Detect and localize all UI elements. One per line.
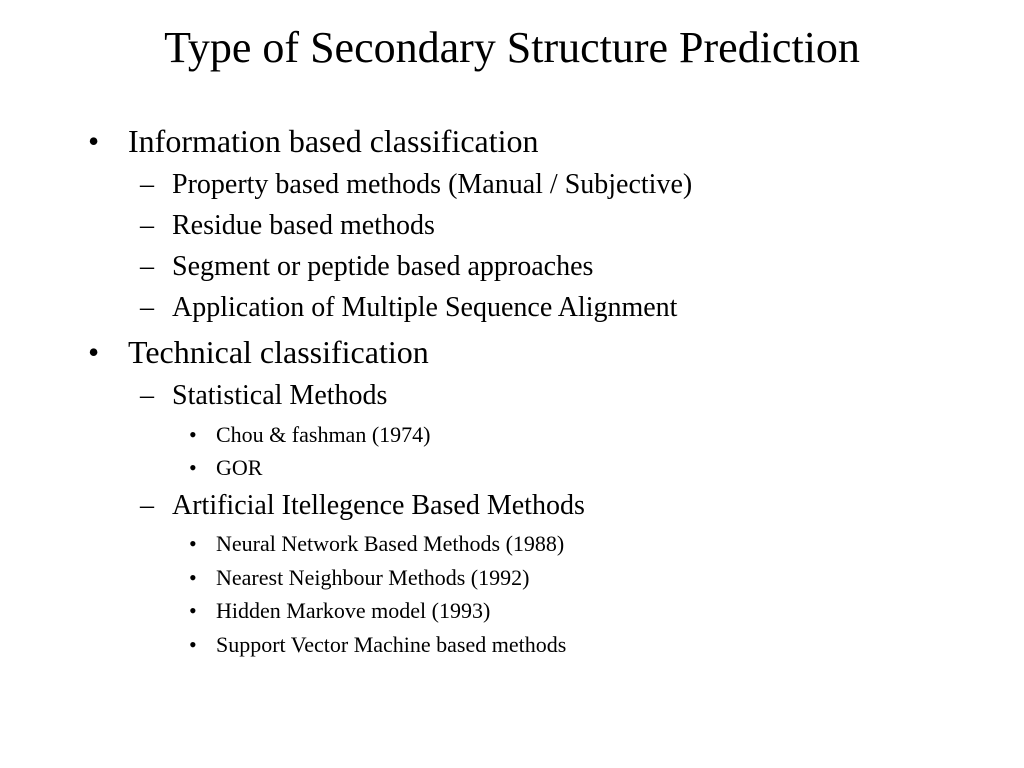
bullet-marker: • — [189, 565, 197, 590]
sub-bullet-label: Application of Multiple Sequence Alignment — [172, 292, 678, 323]
bullet-marker: • — [88, 334, 100, 370]
dash-marker: – — [140, 490, 154, 521]
bullet-label: Technical classification — [128, 334, 429, 370]
dash-marker: – — [140, 251, 154, 282]
bullet-marker: • — [189, 598, 197, 623]
dash-marker: – — [140, 292, 154, 323]
dash-marker: – — [140, 210, 154, 241]
sub-bullet-label: Artificial Itellegence Based Methods — [172, 490, 585, 521]
sub-sub-bullet-label: Support Vector Machine based methods — [216, 632, 567, 657]
dash-marker: – — [140, 380, 154, 411]
dash-marker: – — [140, 169, 154, 200]
sub-sub-bullet-label: Chou & fashman (1974) — [216, 422, 431, 447]
bullet-marker: • — [88, 123, 100, 159]
bullet-marker: • — [189, 422, 197, 447]
sub-sub-bullet-label: Nearest Neighbour Methods (1992) — [216, 565, 530, 590]
bullet-marker: • — [189, 531, 197, 556]
sub-sub-bullet-label: Hidden Markove model (1993) — [216, 598, 491, 623]
sub-bullet-label: Statistical Methods — [172, 380, 388, 411]
bullet-label: Information based classification — [128, 123, 539, 159]
sub-bullet-label: Residue based methods — [172, 210, 435, 241]
bullet-marker: • — [189, 455, 197, 480]
sub-bullet-label: Property based methods (Manual / Subjective) — [172, 169, 693, 200]
sub-bullet-label: Segment or peptide based approaches — [172, 251, 594, 282]
slide-title: Type of Secondary Structure Prediction — [164, 23, 860, 72]
sub-sub-bullet-label: Neural Network Based Methods (1988) — [216, 531, 565, 556]
sub-sub-bullet-label: GOR — [216, 455, 263, 480]
bullet-marker: • — [189, 632, 197, 657]
